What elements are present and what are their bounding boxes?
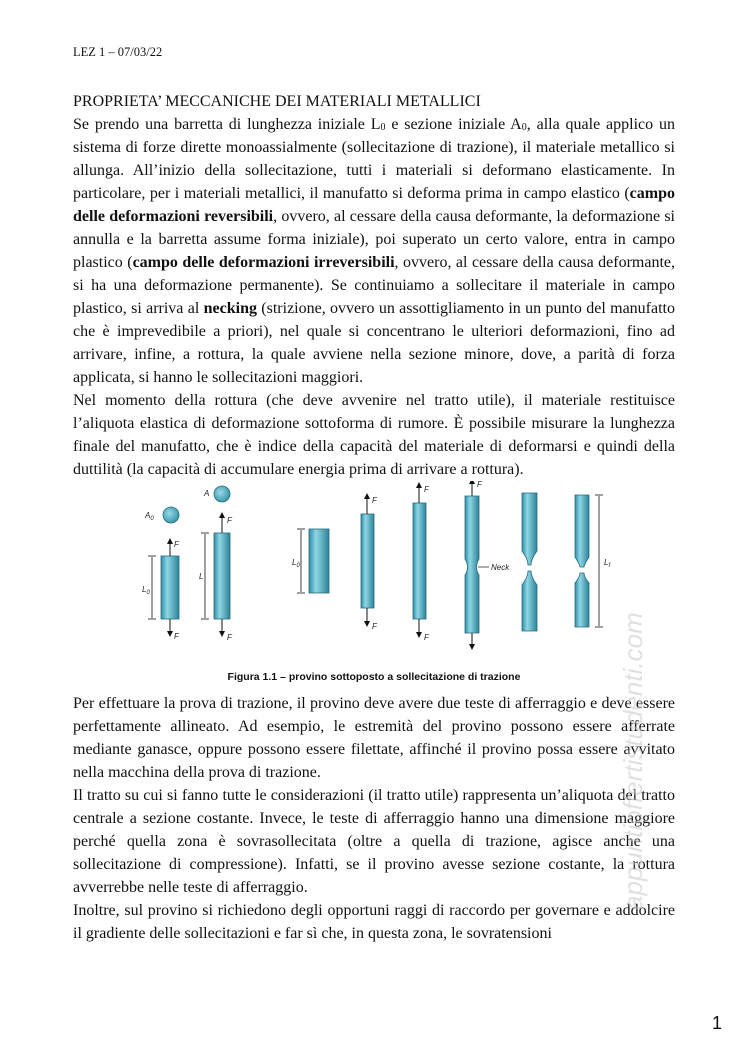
svg-text:L0: $L_0$ bbox=[142, 585, 150, 596]
tensile-test-figure bbox=[73, 481, 675, 683]
specimen-final-bottom bbox=[575, 573, 589, 627]
figure-caption: Figura 1.1 – provino sottoposto a sollecitazione di trazione bbox=[227, 671, 521, 683]
watermark bbox=[612, 540, 672, 920]
bold-term: campo delle deformazioni reversibili bbox=[73, 185, 675, 225]
tensile-illustration bbox=[73, 481, 675, 661]
paragraph-2: Nel momento della rottura (che deve avvenire nel tratto utile), il materiale restituisce l’aliquota elastica di deformazione sottoforma di rumore. È possibile misurare la lunghezza finale del manufatto, che è indice della capacità del materiale di deformarsi e quindi della duttilità (la capacità di accumulare energia prima di arrivare a rottura). bbox=[73, 392, 675, 478]
specimen-stage-2 bbox=[361, 514, 374, 608]
svg-text:A: A bbox=[204, 489, 210, 498]
svg-text:F: F bbox=[227, 633, 232, 642]
svg-text:Lf: $L_f$ bbox=[604, 558, 611, 569]
svg-text:L0: $L_0$ bbox=[292, 558, 300, 569]
specimen-fracture-top bbox=[522, 493, 537, 565]
svg-text:F: F bbox=[424, 633, 429, 642]
specimen-fracture-bottom bbox=[522, 571, 537, 631]
svg-text:F: F bbox=[174, 540, 179, 549]
paragraph-3: Per effettuare la prova di trazione, il provino deve avere due teste di afferraggio e deve essere perfettamente allineato. Ad esempio, le estremità del provino possono essere afferrate mediante ganasce, oppure possono essere filettate, affinché il provino possa essere avvitato nella macchina della prova di trazione. bbox=[73, 695, 675, 781]
svg-text:L: L bbox=[199, 572, 204, 581]
bold-term: campo delle deformazioni irreversibili bbox=[132, 254, 395, 271]
svg-text:F: F bbox=[174, 632, 179, 641]
specimen-initial bbox=[161, 556, 179, 619]
svg-text:F: F bbox=[227, 516, 232, 525]
svg-text:Neck: Neck bbox=[491, 563, 510, 572]
specimen-gauge-marked bbox=[309, 529, 329, 593]
page-header: LEZ 1 – 07/03/22 bbox=[73, 45, 163, 59]
specimen-necking bbox=[465, 496, 479, 633]
page-content bbox=[73, 90, 675, 945]
page-number: 1 bbox=[711, 1013, 722, 1033]
reduced-section-disc bbox=[214, 486, 230, 502]
paragraph-4: Il tratto su cui si fanno tutte le considerazioni (il tratto utile) rappresenta un’aliquota del tratto centrale a sezione costante. Invece, le teste di afferraggio hanno una dimensione maggiore perché quella zona è sovrasollecitata (oltre a quella di trazione, agisce anche una sollecitazione di compressione). Infatti, se il provino avesse sezione costante, la rottura avverrebbe nelle teste di afferraggio. bbox=[73, 787, 675, 896]
specimen-elongated bbox=[214, 533, 230, 619]
svg-text:A0: $A_0$ bbox=[145, 511, 154, 522]
svg-text:appuntioffertistudenti.com: appuntioffertistudenti.com bbox=[618, 612, 648, 910]
bold-term: necking bbox=[203, 300, 257, 317]
specimen-stage-3 bbox=[413, 503, 426, 619]
paragraph-5: Inoltre, sul provino si richiedono degli opportuni raggi di raccordo per governare e addolcire il gradiente delle sollecitazioni e far sì che, in questa zona, le sovratensioni bbox=[73, 902, 675, 942]
svg-text:F: F bbox=[477, 481, 482, 489]
svg-text:F: F bbox=[424, 485, 429, 494]
figure-1-1 bbox=[73, 481, 675, 692]
svg-text:F: F bbox=[372, 622, 377, 631]
section-title: PROPRIETA’ MECCANICHE DEI MATERIALI METALLICI bbox=[73, 93, 481, 110]
paragraph-1: Se prendo una barretta di lunghezza iniziale $L_0$ e sezione iniziale $A_0$, alla quale applico un sistema di forze dirette monoassialmente (sollecitazione di trazione), il materiale metallico si allunga. All’inizio della sollecitazione, tutti i materiali si deformano elasticamente. In particolare, per i materiali metallici, il manufatto si deforma prima in campo elastico (campo delle deformazioni reversibili, ovvero, al cessare della causa deformante, la deformazione si annulla e la barretta assume forma iniziale), poi superato un certo valore, entra in campo plastico (campo delle deformazioni irreversibili, ovvero, al cessare della causa deformante, si ha una deformazione permanente). Se continuiamo a sollecitare il materiale in campo plastico, si arriva al necking (strizione, ovvero un assottigliamento in un punto del manufatto che è imprevedibile a priori), nel quale si concentrano le ulteriori deformazioni, fino ad arrivare, infine, a rottura, la quale avviene nella sezione minore, dove, a parità di forza applicata, si hanno le sollecitazioni maggiori. bbox=[73, 116, 676, 386]
svg-text:F: F bbox=[372, 496, 377, 505]
specimen-final bbox=[575, 495, 589, 567]
initial-section-disc bbox=[163, 507, 179, 523]
